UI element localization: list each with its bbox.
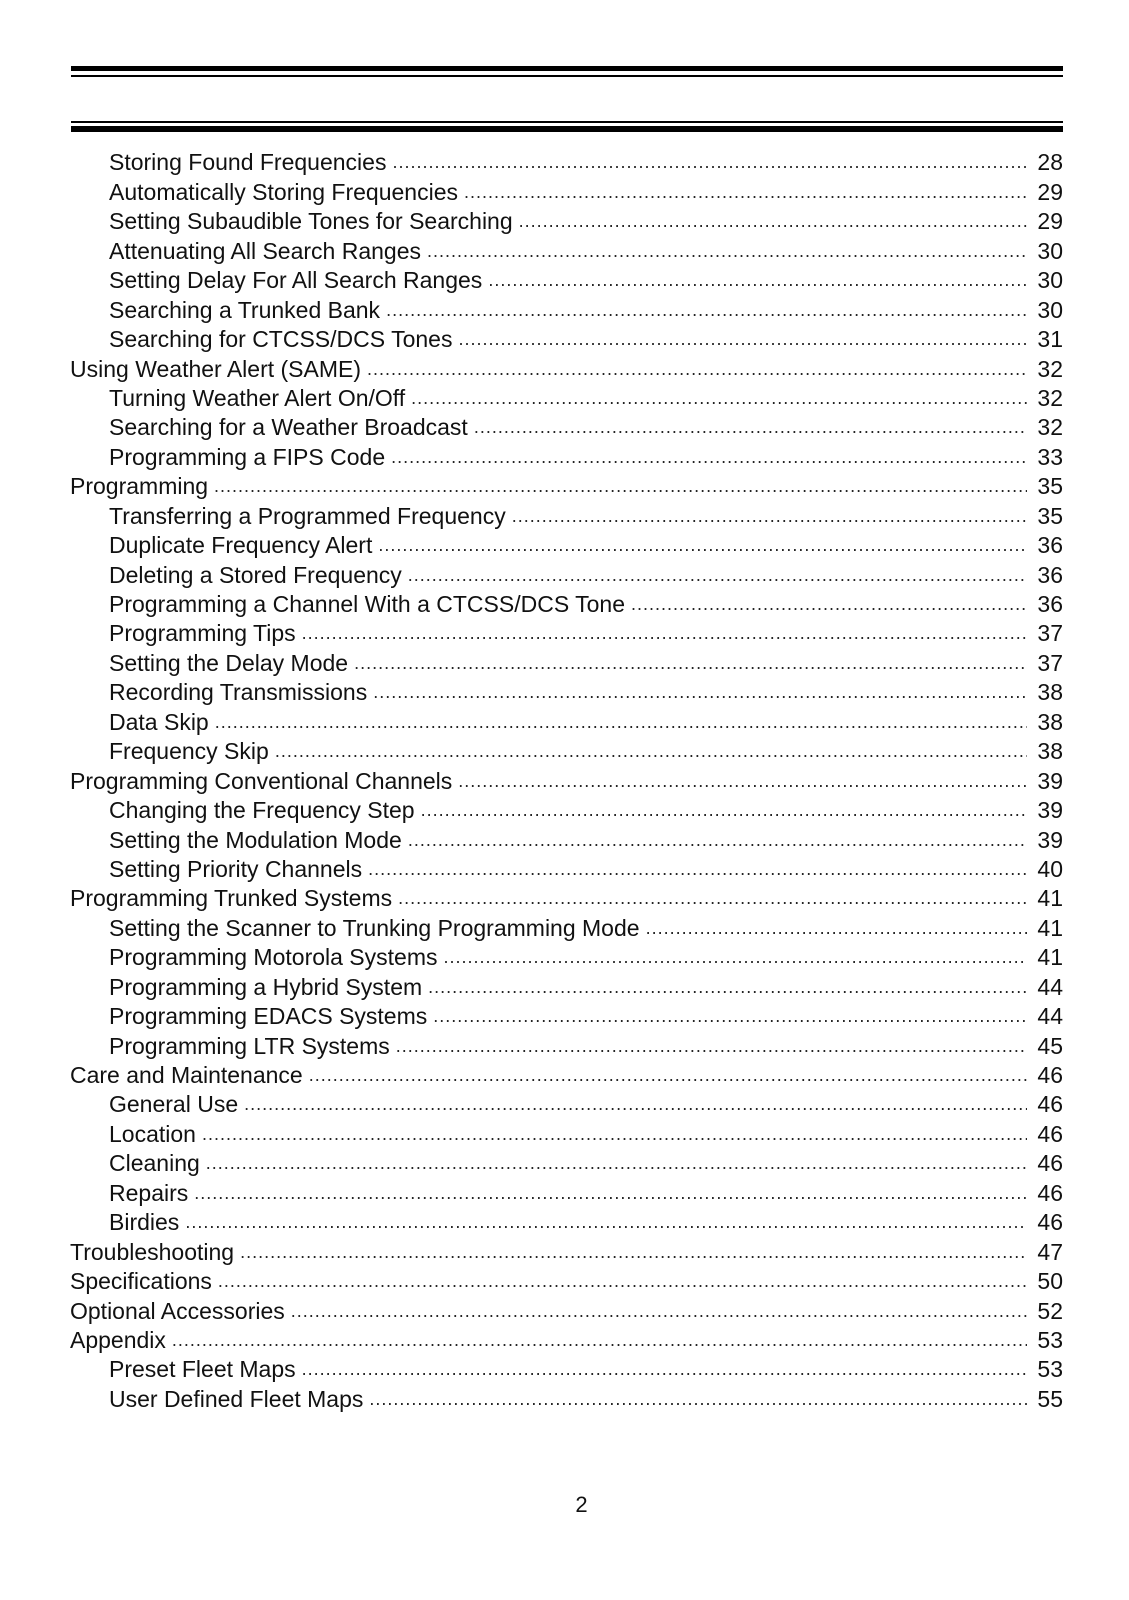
toc-subentry[interactable]	[70, 1001, 1063, 1030]
toc-entry-title: Location	[109, 1120, 196, 1147]
toc-entry-page: 41	[1037, 885, 1063, 912]
toc-subentry[interactable]	[70, 206, 1063, 235]
toc-entry-title: Programming LTR Systems	[109, 1032, 390, 1059]
toc-entry-page: 37	[1037, 620, 1063, 647]
toc-subentry[interactable]	[70, 1207, 1063, 1236]
toc-entry[interactable]	[70, 1325, 1063, 1354]
toc-entry-page: 46	[1037, 1209, 1063, 1236]
toc-entry-page: 35	[1037, 473, 1063, 500]
toc-entry-page: 46	[1037, 1150, 1063, 1177]
toc-subentry[interactable]	[70, 706, 1063, 735]
toc-entry-page: 38	[1037, 738, 1063, 765]
toc-entry-page: 39	[1037, 826, 1063, 853]
dot-leader	[309, 1062, 1027, 1089]
toc-subentry[interactable]	[70, 618, 1063, 647]
toc-subentry[interactable]	[70, 589, 1063, 618]
dot-leader	[172, 1327, 1027, 1354]
toc-entry-title: Turning Weather Alert On/Off	[109, 384, 406, 411]
toc-subentry[interactable]	[70, 1383, 1063, 1412]
toc-entry-title: Programming	[70, 473, 209, 500]
dot-leader	[396, 1033, 1027, 1060]
toc-entry-page: 52	[1037, 1297, 1063, 1324]
toc-entry-title: Programming EDACS Systems	[109, 1003, 428, 1030]
toc-entry-title: Duplicate Frequency Alert	[109, 532, 373, 559]
toc-subentry[interactable]	[70, 235, 1063, 264]
toc-entry-page: 53	[1037, 1326, 1063, 1353]
toc-entry-page: 41	[1037, 914, 1063, 941]
toc-entry-page: 46	[1037, 1120, 1063, 1147]
toc-entry-title: Programming a Channel With a CTCSS/DCS Tone	[109, 591, 626, 617]
toc-entry-title: Attenuating All Search Ranges	[109, 237, 421, 264]
toc-entry-title: Birdies	[109, 1209, 180, 1236]
header-rule-thin	[71, 75, 1063, 77]
toc-entry-page: 46	[1037, 1179, 1063, 1206]
toc-entry-page: 55	[1037, 1385, 1063, 1412]
toc-entry-page: 44	[1037, 1003, 1063, 1030]
toc-subentry[interactable]	[70, 559, 1063, 588]
toc-entry-page: 46	[1037, 1091, 1063, 1118]
dot-leader	[369, 1386, 1027, 1413]
dot-leader	[368, 856, 1027, 883]
dot-leader	[458, 326, 1027, 353]
dot-leader	[444, 944, 1028, 971]
toc-entry-page: 37	[1037, 649, 1063, 676]
toc-subentry[interactable]	[70, 736, 1063, 765]
toc-subentry[interactable]	[70, 942, 1063, 971]
dot-leader	[275, 738, 1027, 765]
toc-subentry[interactable]	[70, 530, 1063, 559]
toc-subentry[interactable]	[70, 824, 1063, 853]
toc-entry-page: 41	[1037, 944, 1063, 971]
dot-leader	[214, 473, 1027, 500]
toc-entry-title: Deleting a Stored Frequency	[109, 561, 402, 588]
toc-entry[interactable]	[70, 353, 1063, 382]
toc-entry[interactable]	[70, 471, 1063, 500]
toc-entry-title: Setting the Delay Mode	[109, 649, 349, 676]
toc-entry-page: 30	[1037, 267, 1063, 294]
toc-subentry[interactable]	[70, 176, 1063, 205]
toc-entry[interactable]	[70, 1266, 1063, 1295]
toc-entry-title: Using Weather Alert (SAME)	[70, 355, 362, 382]
dot-leader	[354, 650, 1027, 677]
dot-leader	[474, 414, 1027, 441]
toc-entry-title: Optional Accessories	[70, 1297, 285, 1324]
toc-entry-title: Automatically Storing Frequencies	[109, 178, 458, 205]
dot-leader	[386, 297, 1027, 324]
dot-leader	[185, 1209, 1027, 1236]
dot-leader	[202, 1121, 1027, 1148]
toc-entry-page: 32	[1037, 414, 1063, 441]
toc-entry-title: Setting Subaudible Tones for Searching	[109, 208, 513, 235]
dot-leader	[646, 915, 1027, 942]
dot-leader	[367, 356, 1027, 383]
toc-entry-page: 50	[1037, 1268, 1063, 1295]
toc-entry-page: 36	[1037, 591, 1063, 617]
toc-entry-title: Programming Trunked Systems	[70, 885, 393, 912]
toc-subentry[interactable]	[70, 383, 1063, 412]
toc-entry-page: 46	[1037, 1062, 1063, 1088]
toc-entry-title: Frequency Skip	[109, 738, 269, 765]
toc-subentry[interactable]	[70, 324, 1063, 353]
toc-entry-title: Programming Conventional Channels	[70, 767, 453, 794]
toc-entry-page: 32	[1037, 355, 1063, 382]
toc-subentry[interactable]	[70, 441, 1063, 470]
toc-subentry[interactable]	[70, 1177, 1063, 1206]
toc-entry-page: 44	[1037, 973, 1063, 1000]
toc-entry-title: User Defined Fleet Maps	[109, 1385, 364, 1412]
dot-leader	[392, 149, 1027, 176]
toc-subentry[interactable]	[70, 677, 1063, 706]
dot-leader	[408, 562, 1027, 589]
toc-subentry[interactable]	[70, 147, 1063, 176]
dot-leader	[244, 1091, 1027, 1118]
toc-entry-page: 40	[1037, 855, 1063, 882]
toc-subentry[interactable]	[70, 912, 1063, 941]
toc-entry-title: Programming a FIPS Code	[109, 443, 386, 470]
toc-entry-page: 45	[1037, 1032, 1063, 1059]
dot-leader	[458, 768, 1027, 795]
toc-subentry[interactable]	[70, 1148, 1063, 1177]
toc-entry-page: 38	[1037, 708, 1063, 735]
dot-leader	[291, 1298, 1027, 1325]
toc-entry-page: 30	[1037, 237, 1063, 264]
dot-leader	[411, 385, 1027, 412]
header-rule-lower-thick	[71, 126, 1063, 132]
toc-entry[interactable]	[70, 1236, 1063, 1265]
toc-entry-title: Storing Found Frequencies	[109, 149, 387, 176]
toc-entry-title: Transferring a Programmed Frequency	[109, 502, 506, 529]
dot-leader	[215, 709, 1027, 736]
dot-leader	[421, 797, 1027, 824]
toc-entry-title: Changing the Frequency Step	[109, 797, 415, 824]
toc-entry-page: 39	[1037, 767, 1063, 794]
toc-subentry[interactable]	[70, 412, 1063, 441]
dot-leader	[519, 208, 1027, 235]
toc-subentry[interactable]	[70, 265, 1063, 294]
toc-entry-page: 29	[1037, 208, 1063, 235]
toc-subentry[interactable]	[70, 971, 1063, 1000]
page-number: 2	[575, 1492, 588, 1517]
toc-entry-title: Specifications	[70, 1268, 212, 1295]
toc-subentry[interactable]	[70, 795, 1063, 824]
dot-leader	[427, 238, 1027, 265]
toc-subentry[interactable]	[70, 647, 1063, 676]
toc-entry-page: 35	[1037, 502, 1063, 529]
dot-leader	[218, 1268, 1027, 1295]
toc-subentry[interactable]	[70, 294, 1063, 323]
toc-entry-title: Care and Maintenance	[70, 1062, 303, 1088]
toc-entry-title: Programming Motorola Systems	[109, 944, 438, 971]
dot-leader	[206, 1150, 1027, 1177]
toc-entry-page: 47	[1037, 1238, 1063, 1265]
toc-subentry[interactable]	[70, 1030, 1063, 1059]
toc-subentry[interactable]	[70, 1118, 1063, 1147]
toc-entry[interactable]	[70, 765, 1063, 794]
toc-entry[interactable]	[70, 1295, 1063, 1324]
header-rule-thick	[71, 66, 1063, 71]
toc-entry-page: 32	[1037, 384, 1063, 411]
toc-entry-page: 36	[1037, 561, 1063, 588]
toc-entry-title: Searching for a Weather Broadcast	[109, 414, 468, 441]
toc-entry-title: Recording Transmissions	[109, 679, 368, 706]
dot-leader	[378, 532, 1027, 559]
toc-entry-page: 28	[1037, 149, 1063, 176]
toc-entry-title: Repairs	[109, 1179, 189, 1206]
toc-entry-title: Searching a Trunked Bank	[109, 296, 381, 323]
toc-entry-page: 31	[1037, 326, 1063, 353]
header-rule-lower-thin	[71, 121, 1063, 123]
dot-leader	[433, 1003, 1027, 1030]
dot-leader	[398, 885, 1027, 912]
toc-entry-title: Appendix	[70, 1326, 166, 1353]
toc-subentry[interactable]	[70, 500, 1063, 529]
toc-entry-title: Searching for CTCSS/DCS Tones	[109, 326, 453, 353]
toc-entry-page: 38	[1037, 679, 1063, 706]
toc-entry-title: Troubleshooting	[70, 1238, 235, 1265]
toc-entry[interactable]	[70, 883, 1063, 912]
dot-leader	[512, 503, 1027, 530]
dot-leader	[302, 1356, 1027, 1383]
toc-entry-page: 33	[1037, 443, 1063, 470]
toc-subentry[interactable]	[70, 854, 1063, 883]
toc-entry-title: Setting the Scanner to Trunking Programming Mode	[109, 914, 640, 941]
toc-entry-title: Preset Fleet Maps	[109, 1356, 296, 1383]
dot-leader	[302, 620, 1027, 647]
dot-leader	[373, 679, 1027, 706]
toc-entry-page: 30	[1037, 296, 1063, 323]
toc-entry-title: Setting Delay For All Search Ranges	[109, 267, 483, 294]
toc-entry-title: General Use	[109, 1091, 239, 1118]
toc-subentry[interactable]	[70, 1354, 1063, 1383]
toc-subentry[interactable]	[70, 1089, 1063, 1118]
dot-leader	[464, 179, 1027, 206]
toc-entry[interactable]	[70, 1060, 1063, 1089]
toc-entry-page: 29	[1037, 178, 1063, 205]
toc-entry-page: 36	[1037, 532, 1063, 559]
toc-entry-title: Setting the Modulation Mode	[109, 826, 402, 853]
dot-leader	[488, 267, 1027, 294]
table-of-contents	[70, 147, 1063, 1413]
toc-entry-title: Programming a Hybrid System	[109, 973, 423, 1000]
toc-entry-title: Cleaning	[109, 1150, 200, 1177]
toc-entry-page: 53	[1037, 1356, 1063, 1383]
dot-leader	[391, 444, 1027, 471]
dot-leader	[194, 1180, 1027, 1207]
dot-leader	[631, 591, 1027, 618]
dot-leader	[240, 1239, 1027, 1266]
dot-leader	[428, 974, 1027, 1001]
dot-leader	[408, 827, 1027, 854]
toc-entry-title: Data Skip	[109, 708, 209, 735]
toc-entry-title: Setting Priority Channels	[109, 855, 363, 882]
toc-entry-title: Programming Tips	[109, 620, 296, 647]
toc-entry-page: 39	[1037, 797, 1063, 824]
